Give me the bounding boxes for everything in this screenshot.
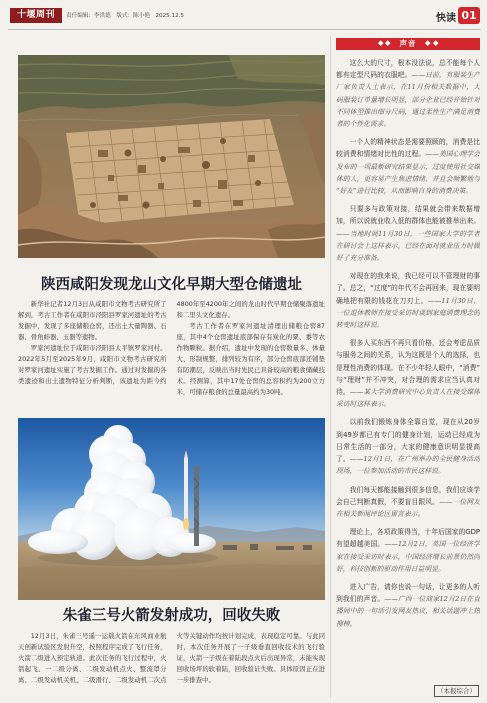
article-paragraph: 考古工作者在罗家河遗址清理出储粮仓窖87座，其中4个仓窖遗址底部保存有炭化的粟、黍等农作物颗粒。据介绍，遗址中发现的仓窖数量多、体量大、形制规整，排列较为有序，部分仓窖底部还铺垫有防潮层，反映出当时先民已具备较高的粮食储藏技术。经测算，其中17处仓窖的总容积约为200立方米，可储存粮食的总量最高约为30吨。	[176, 322, 325, 396]
column-divider	[330, 36, 331, 698]
quote-source: ——某大学消费研究中心负责人在接受媒体采访时这样表示。	[336, 388, 480, 409]
editor-info: 责任编辑：李洪德 版式：陈小艳 2025.12.5	[66, 13, 184, 19]
quote-text: 很多人买东西不再只看价格，还会考虑品质与服务之间的关系，认为这既是个人的选择，也是理性消费的体现。在不少年轻人眼中，“消费”与“理财”并不冲突，对合理的需求应当认真对待。	[336, 339, 480, 397]
quote-item	[336, 416, 480, 477]
diamond-icon	[425, 41, 430, 46]
diamond-icon	[378, 41, 383, 46]
quote-item	[336, 581, 480, 630]
archaeological-site-photo	[18, 55, 325, 258]
article-body	[18, 631, 325, 697]
quote-source: ——12月2日，英国一位经济学家在接受采访时表示，中国经济增长前景仍然向好，科技创新的驱动作用日益明显。	[336, 540, 480, 573]
launch-tower	[194, 466, 199, 546]
article-paragraph: 12月3日，朱雀三号遥一运载火箭在东风商业航天创新试验区发射升空，按照程序完成了飞行任务，火箭二级进入预定轨道。此次任务的飞行过程中，火箭起飞、一二级分离、二级发动机点火、整流罩分离、二级发动机关机、二级滑行、二级发动机二次点火等关键动作均按计划完成，表现稳定可靠。与此同时，本次任务开展了一子级垂直回收技术的飞行验证，火箭一子级在着陆段点火后出现异常，未能实现回收场坪的软着陆，回收验证失败。具体原因正在进一步排查中。	[18, 632, 325, 684]
article-headline: 朱雀三号火箭发射成功，回收失败	[62, 607, 281, 624]
quote-item	[336, 270, 480, 331]
article-body	[18, 299, 325, 403]
section-title: 快读	[436, 13, 456, 24]
quote-source: ——广西一位商家12月2日在直播间中的一句话引发网友热议，相关话题冲上热搜榜。	[336, 595, 480, 628]
quote-text: 以前我们锻炼身体全靠自觉，现在从20岁到49岁都已有专门的健身计划，运动已经成为日常生活的一部分，大家的健康意识明显提高了。	[336, 418, 480, 464]
quote-text: 只要多与政策对接，结果就会带来数据增加，所以说就业收入低的群体也能被推举出来。	[336, 205, 480, 226]
quote-item	[336, 526, 480, 575]
header-divider	[8, 29, 481, 30]
quote-source: ——11月30日，一位退休教师在接受采访时谈到家庭消费理念的转变时这样说。	[336, 296, 480, 330]
rocket-launch-photo	[18, 418, 325, 600]
quote-source: ——一位网友在相关新闻评论区留言表示。	[336, 497, 480, 518]
article-paragraph: 新华社记者12月3日从咸阳市文物考古研究所了解到，考古工作者在咸阳市泾阳县罗家河遗址的考古发掘中，发现了多座储粮仓窖，还出土大量陶器、石器、骨角蚌器、玉器等遗物。	[18, 300, 167, 341]
article-paragraph: 罗家河遗址位于咸阳市泾阳县太平镇罗家河村。2022年5月至2025年9月，咸阳市文物考古研究所对罗家河遗址实施了考古发掘工作。通过对发掘的各类遗迹和出土遗物特征分析判断，该遗址为距今约4800年至4200年之间的龙山时代早期仓储聚落遗址和二里头文化遗存。	[18, 300, 325, 385]
quote-item	[336, 484, 480, 521]
quote-text: 对现在的我来说，我已经可以不管理财的事了。总之，“过度”的年代不会再回来，现在要明确地把有限的钱花在刀刃上。	[336, 272, 480, 305]
quote-source: ——当地时间11月30日，一些国家大学的学者在研讨会上这样表示，已经在面对就业压力时做好了充分准备。	[336, 229, 480, 263]
quote-item	[336, 136, 480, 197]
quote-text: 我们每天都能接触到很多信息，我们应该学会自己判断真假，不要盲目跟风。	[336, 485, 480, 506]
diamond-icon	[386, 41, 391, 46]
quote-text: 这么大的尺寸，根本没法说，总不能每个人都有定型尺码的衣服吧。	[336, 59, 480, 80]
diamond-icon	[433, 41, 438, 46]
quote-source: ——日前，有服装生产厂家负责人士表示，在11月份相关数据中，大码服装订单量增长明显，部分企业已经开始针对不同体型推出细分尺码，通过柔性生产满足消费者的个性化需求。	[336, 71, 480, 129]
article-headline: 陕西咸阳发现龙山文化早期大型仓储遗址	[41, 276, 302, 293]
quote-source: ——12月1日，在广州举办的全民健身活动现场，一位参加活动的市民这样说。	[336, 455, 480, 476]
sidebar-title: 声音	[399, 39, 417, 48]
quote-text: 理论上，各项政策得当，十年后国家的GDP有望超越美国。	[336, 528, 480, 549]
sidebar-quotes	[336, 57, 480, 679]
quote-item	[336, 57, 480, 130]
source-credit: （本报综合）	[434, 685, 479, 697]
quote-text: 一个人的精神状态是需要照顾的，消费是比较消费和情绪对比性的过程。	[336, 138, 480, 159]
quote-item	[336, 203, 480, 264]
masthead-logo: 十堰周刊	[10, 8, 62, 23]
quote-item	[336, 337, 480, 410]
quote-text: 进入广告，请你也说一句话，让更多的人听到我们的声音。	[336, 582, 480, 604]
sidebar-header	[336, 38, 480, 50]
page-number-badge: 01	[458, 7, 480, 24]
quote-source: ——美国心理学会发布的一项最新研究结果显示，过度使用社交媒体的人，更容易产生焦虑情绪，并且会频繁地与“好友”进行比较，从而影响自身的消费决策。	[336, 150, 480, 196]
